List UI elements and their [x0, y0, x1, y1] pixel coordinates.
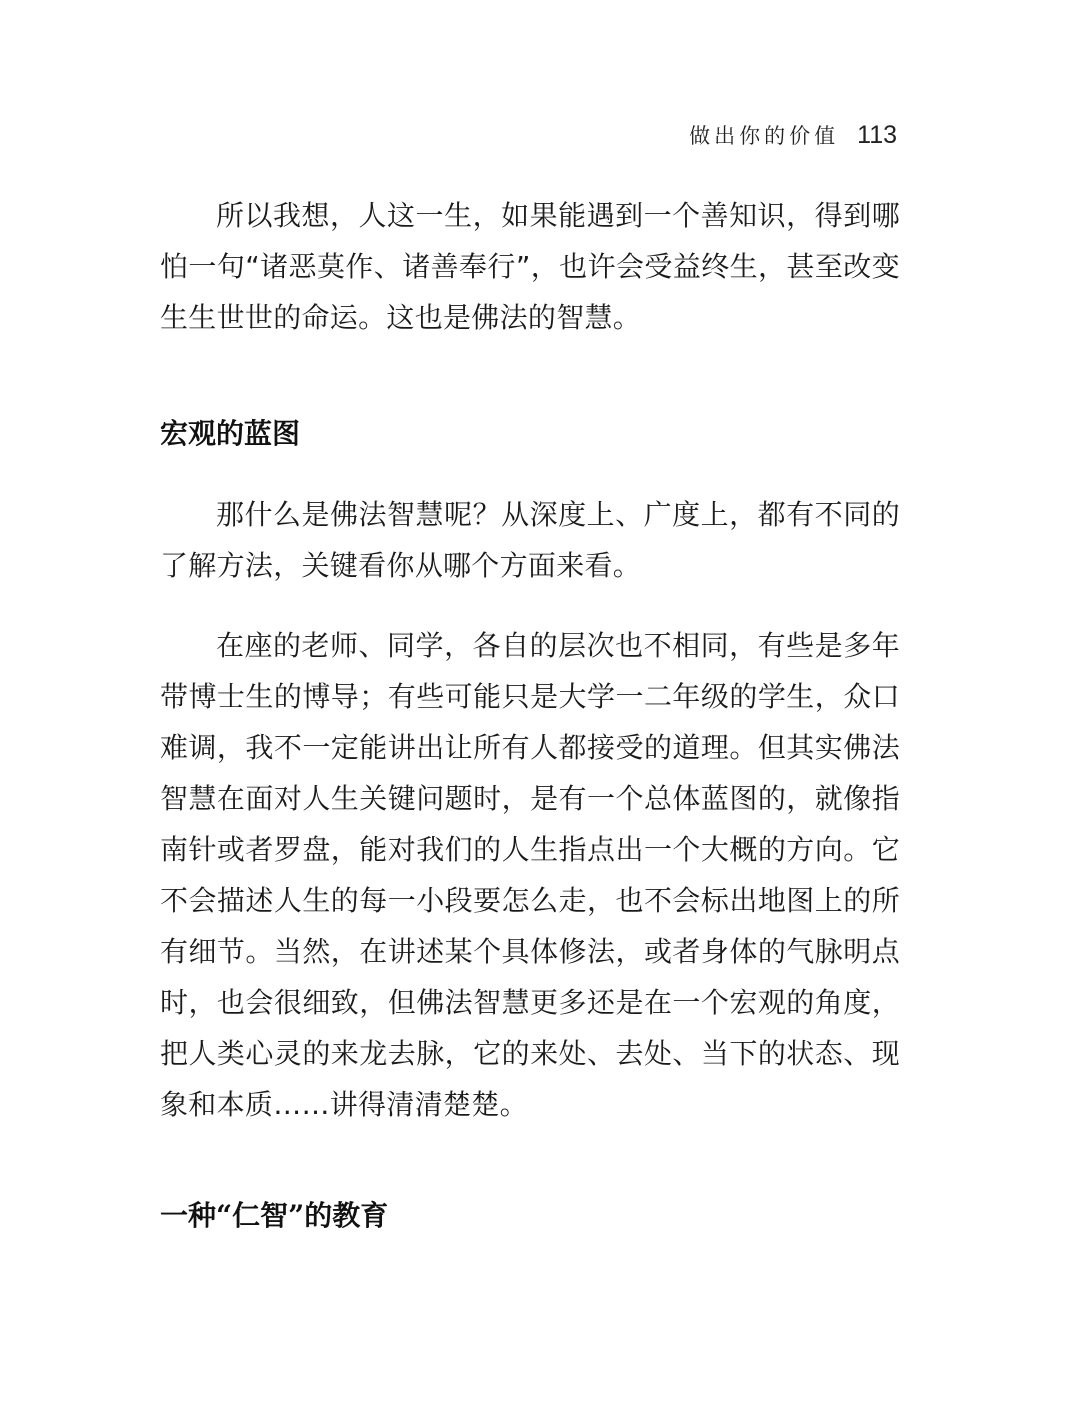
- page-number: 113: [857, 121, 897, 149]
- paragraph-2: 那什么是佛法智慧呢？从深度上、广度上，都有不同的了解方法，关键看你从哪个方面来看。: [160, 498, 900, 582]
- chapter-title: 做出你的价值: [689, 124, 840, 148]
- section-heading-2: 一种“仁智”的教育: [160, 1199, 389, 1232]
- section-heading-1: 宏观的蓝图: [160, 417, 301, 450]
- paragraph-3: 在座的老师、同学，各自的层次也不相同，有些是多年带博士生的博导；有些可能只是大学一二年级的学生，众口难调，我不一定能讲出让所有人都接受的道理。但其实佛法智慧在面对人生关键问题时，是有一个总体蓝图的，就像指南针或者罗盘，能对我们的人生指点出一个大概的方向。它不会描述人生的每一小段要怎么走，也不会标出地图上的所有细节。当然，在讲述某个具体修法，或者身体的气脉明点时，也会很细致，但佛法智慧更多还是在一个宏观的角度，把人类心灵的来龙去脉，它的来处、去处、当下的状态、现象和本质……讲得清清楚楚。: [160, 629, 900, 1121]
- paragraph-1: 所以我想，人这一生，如果能遇到一个善知识，得到哪怕一句“诸恶莫作、诸善奉行”，也许会受益终生，甚至改变生生世世的命运。这也是佛法的智慧。: [160, 199, 900, 334]
- running-header: [689, 120, 897, 150]
